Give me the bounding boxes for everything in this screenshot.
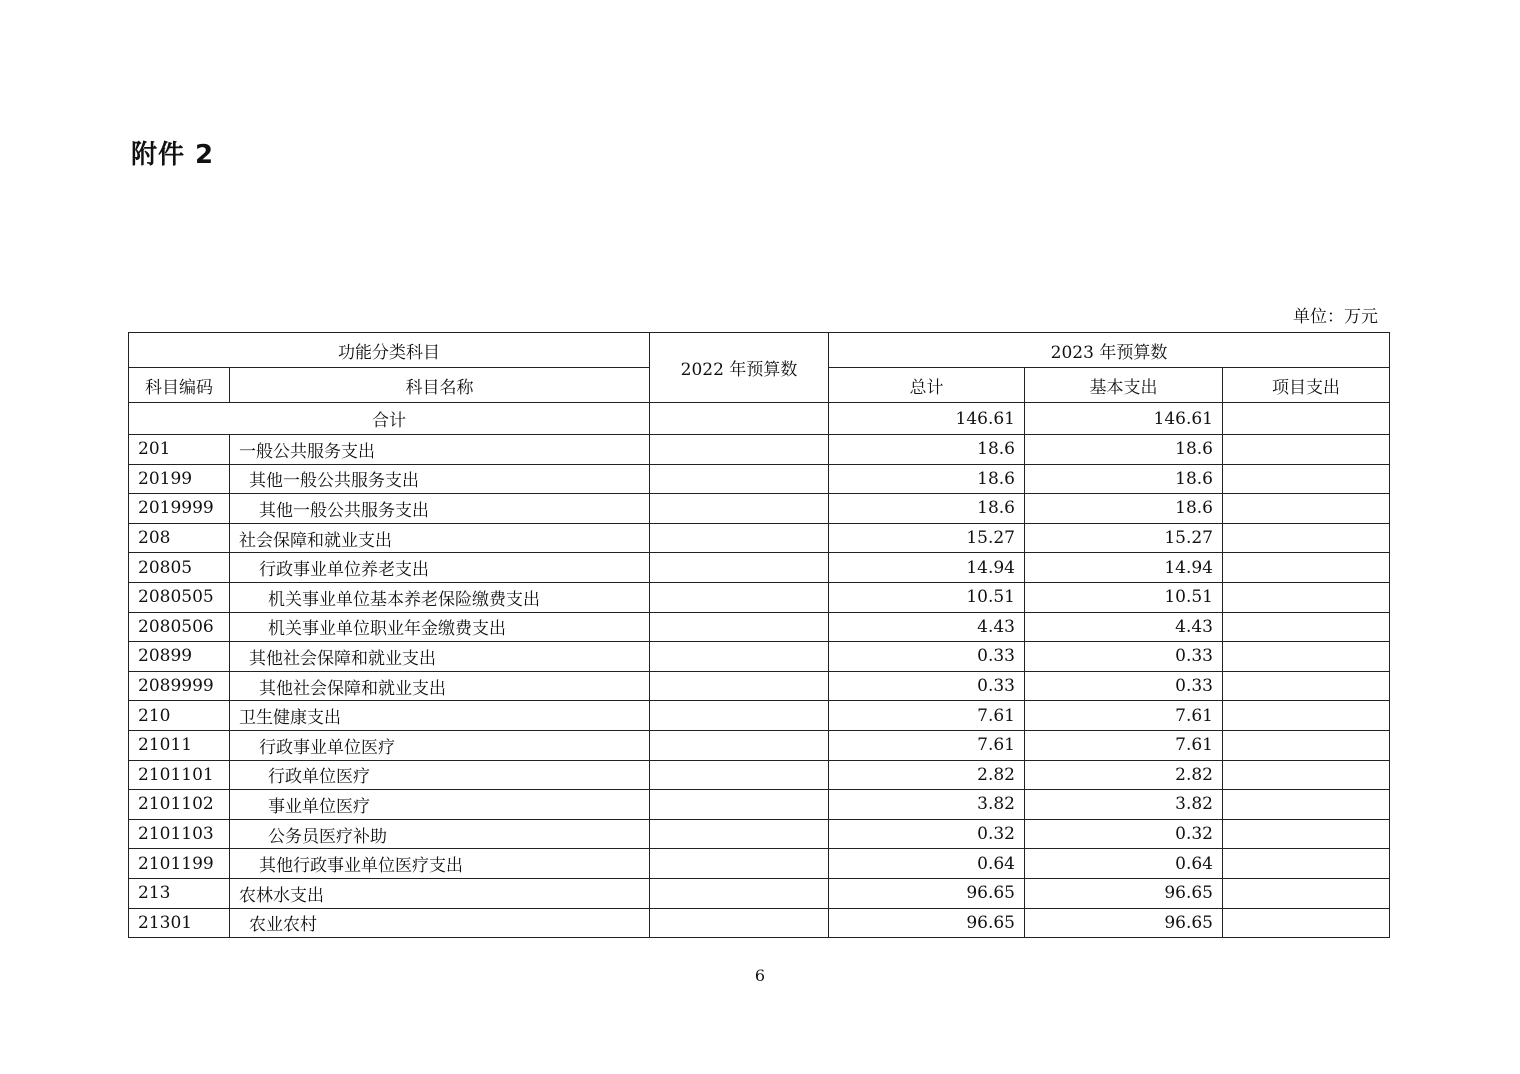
table-row [129, 671, 1390, 701]
row-code: 20199 [129, 464, 230, 494]
row-budget-2022 [650, 553, 829, 583]
row-budget-2022 [650, 435, 829, 465]
row-basic: 18.6 [1025, 435, 1223, 465]
row-name: 农林水支出 [230, 878, 650, 908]
row-project [1223, 582, 1390, 612]
header-project: 项目支出 [1223, 368, 1390, 403]
row-budget-2022 [650, 671, 829, 701]
row-name: 卫生健康支出 [230, 701, 650, 731]
table-row [129, 819, 1390, 849]
row-project [1223, 701, 1390, 731]
header-budget-2023: 2023 年预算数 [829, 333, 1390, 368]
row-name: 机关事业单位基本养老保险缴费支出 [230, 582, 650, 612]
row-basic: 7.61 [1025, 730, 1223, 760]
table-row [129, 494, 1390, 524]
row-name: 社会保障和就业支出 [230, 523, 650, 553]
table-row [129, 790, 1390, 820]
row-code: 2019999 [129, 494, 230, 524]
header-budget-2022: 2022 年预算数 [650, 333, 829, 403]
row-project [1223, 790, 1390, 820]
table-row [129, 642, 1390, 672]
row-project [1223, 494, 1390, 524]
row-total: 2.82 [829, 760, 1025, 790]
row-project [1223, 760, 1390, 790]
row-budget-2022 [650, 819, 829, 849]
row-name: 其他一般公共服务支出 [230, 464, 650, 494]
row-name: 其他社会保障和就业支出 [230, 642, 650, 672]
row-code: 2080505 [129, 582, 230, 612]
row-basic: 0.33 [1025, 671, 1223, 701]
row-name: 农业农村 [230, 908, 650, 938]
table-row [129, 582, 1390, 612]
row-budget-2022 [650, 494, 829, 524]
table-row [129, 730, 1390, 760]
row-name: 其他社会保障和就业支出 [230, 671, 650, 701]
row-basic: 10.51 [1025, 582, 1223, 612]
row-project [1223, 878, 1390, 908]
row-project [1223, 730, 1390, 760]
row-basic: 0.33 [1025, 642, 1223, 672]
row-total: 18.6 [829, 435, 1025, 465]
row-total: 18.6 [829, 494, 1025, 524]
row-name: 行政事业单位医疗 [230, 730, 650, 760]
row-basic: 15.27 [1025, 523, 1223, 553]
row-budget-2022 [650, 849, 829, 879]
header-code: 科目编码 [129, 368, 230, 403]
row-project [1223, 671, 1390, 701]
row-code: 208 [129, 523, 230, 553]
table-row [129, 908, 1390, 938]
row-name: 事业单位医疗 [230, 790, 650, 820]
row-total: 0.64 [829, 849, 1025, 879]
header-total: 总计 [829, 368, 1025, 403]
total-project [1223, 403, 1390, 435]
row-name: 行政事业单位养老支出 [230, 553, 650, 583]
row-project [1223, 849, 1390, 879]
row-basic: 14.94 [1025, 553, 1223, 583]
row-basic: 18.6 [1025, 494, 1223, 524]
total-basic: 146.61 [1025, 403, 1223, 435]
row-budget-2022 [650, 464, 829, 494]
row-code: 2101102 [129, 790, 230, 820]
attachment-title: 附件 2 [131, 140, 215, 170]
header-basic: 基本支出 [1025, 368, 1223, 403]
table-row [129, 464, 1390, 494]
table-row [129, 523, 1390, 553]
row-name: 一般公共服务支出 [230, 435, 650, 465]
row-project [1223, 464, 1390, 494]
row-total: 3.82 [829, 790, 1025, 820]
total-row [129, 403, 1390, 435]
table-row [129, 760, 1390, 790]
row-total: 15.27 [829, 523, 1025, 553]
row-name: 机关事业单位职业年金缴费支出 [230, 612, 650, 642]
row-total: 0.32 [829, 819, 1025, 849]
row-code: 2101103 [129, 819, 230, 849]
row-total: 96.65 [829, 878, 1025, 908]
row-basic: 4.43 [1025, 612, 1223, 642]
row-basic: 7.61 [1025, 701, 1223, 731]
table-row [129, 878, 1390, 908]
row-total: 10.51 [829, 582, 1025, 612]
total-total: 146.61 [829, 403, 1025, 435]
table-row [129, 435, 1390, 465]
row-budget-2022 [650, 730, 829, 760]
row-basic: 0.64 [1025, 849, 1223, 879]
table-row [129, 553, 1390, 583]
row-budget-2022 [650, 582, 829, 612]
row-project [1223, 819, 1390, 849]
row-total: 14.94 [829, 553, 1025, 583]
unit-label: 单位：万元 [1293, 307, 1378, 327]
row-code: 21011 [129, 730, 230, 760]
total-label: 合计 [129, 403, 650, 435]
row-code: 2089999 [129, 671, 230, 701]
table-row [129, 701, 1390, 731]
row-code: 20899 [129, 642, 230, 672]
row-name: 其他行政事业单位医疗支出 [230, 849, 650, 879]
row-project [1223, 523, 1390, 553]
table-row [129, 849, 1390, 879]
header-functional-category: 功能分类科目 [129, 333, 650, 368]
row-total: 4.43 [829, 612, 1025, 642]
row-code: 2101199 [129, 849, 230, 879]
row-budget-2022 [650, 642, 829, 672]
header-name: 科目名称 [230, 368, 650, 403]
row-budget-2022 [650, 878, 829, 908]
row-project [1223, 612, 1390, 642]
total-budget-2022 [650, 403, 829, 435]
row-basic: 3.82 [1025, 790, 1223, 820]
row-total: 0.33 [829, 642, 1025, 672]
row-basic: 0.32 [1025, 819, 1223, 849]
row-code: 2101101 [129, 760, 230, 790]
row-budget-2022 [650, 701, 829, 731]
row-budget-2022 [650, 612, 829, 642]
row-project [1223, 553, 1390, 583]
budget-table [128, 332, 1390, 938]
row-code: 20805 [129, 553, 230, 583]
row-name: 公务员医疗补助 [230, 819, 650, 849]
page-number: 6 [754, 966, 766, 985]
row-code: 2080506 [129, 612, 230, 642]
row-project [1223, 435, 1390, 465]
row-code: 213 [129, 878, 230, 908]
row-code: 201 [129, 435, 230, 465]
row-total: 96.65 [829, 908, 1025, 938]
row-budget-2022 [650, 908, 829, 938]
row-total: 18.6 [829, 464, 1025, 494]
row-total: 7.61 [829, 701, 1025, 731]
row-name: 行政单位医疗 [230, 760, 650, 790]
row-basic: 96.65 [1025, 908, 1223, 938]
row-total: 0.33 [829, 671, 1025, 701]
row-code: 210 [129, 701, 230, 731]
row-name: 其他一般公共服务支出 [230, 494, 650, 524]
row-project [1223, 642, 1390, 672]
row-budget-2022 [650, 790, 829, 820]
row-project [1223, 908, 1390, 938]
row-budget-2022 [650, 760, 829, 790]
row-budget-2022 [650, 523, 829, 553]
row-basic: 96.65 [1025, 878, 1223, 908]
header-row-1 [129, 333, 1390, 368]
table-row [129, 612, 1390, 642]
row-code: 21301 [129, 908, 230, 938]
row-basic: 2.82 [1025, 760, 1223, 790]
row-total: 7.61 [829, 730, 1025, 760]
row-basic: 18.6 [1025, 464, 1223, 494]
